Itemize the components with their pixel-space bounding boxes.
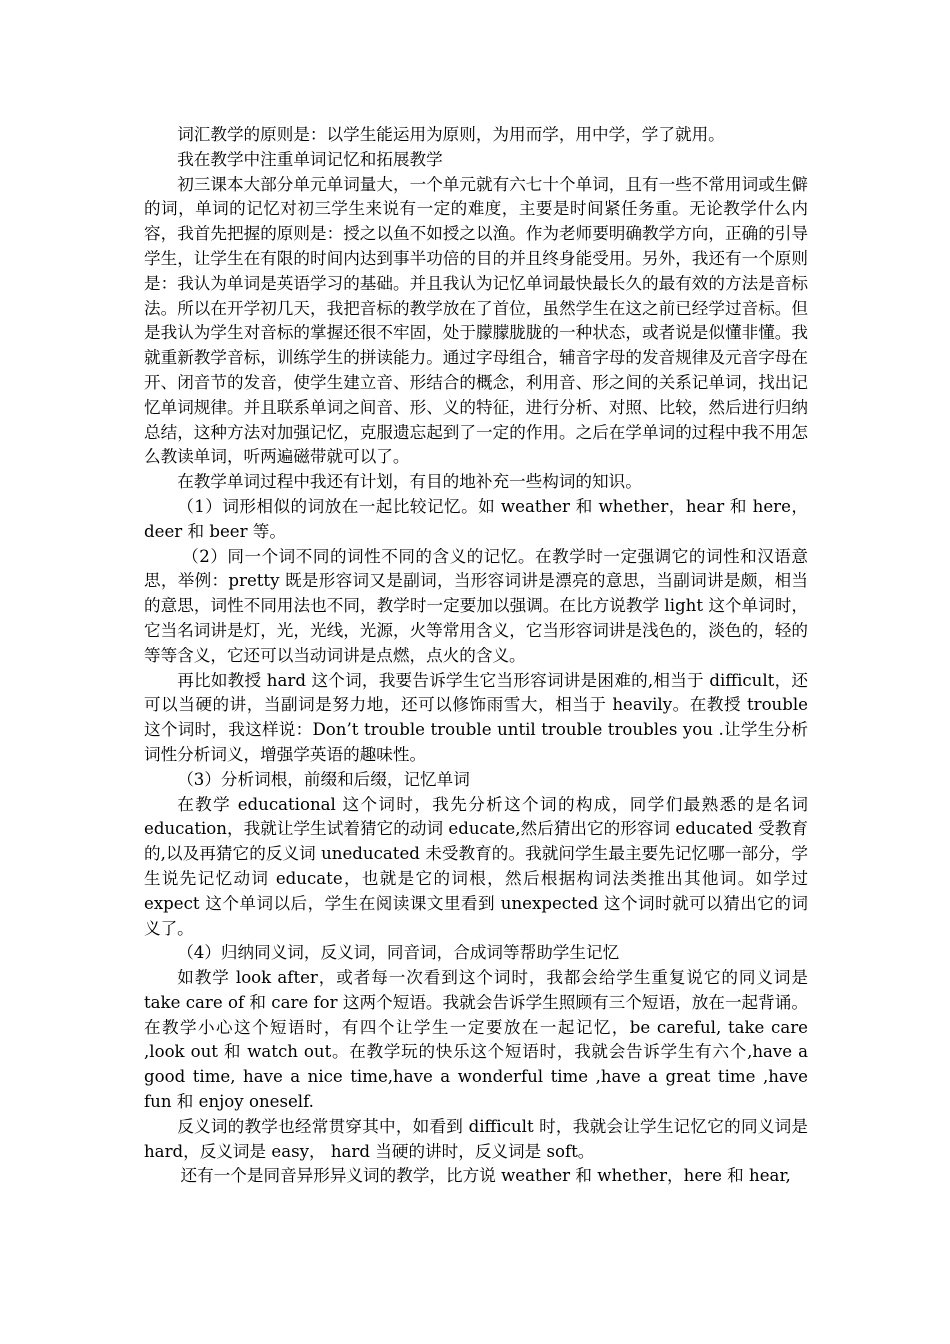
paragraph-principle: 词汇教学的原则是：以学生能运用为原则，为用而学，用中学，学了就用。	[177, 125, 725, 144]
paragraph-item-3: （3）分析词根，前缀和后缀，记忆单词	[177, 769, 470, 789]
document-body	[144, 123, 808, 1189]
paragraph-word-formation: 在教学单词过程中我还有计划，有目的地补充一些构词的知识。	[177, 472, 642, 492]
paragraph-phonetics: 初三课本大部分单元单词量大，一个单元就有六七十个单词，且有一些不常用词或生僻的词，单词的记忆对初三学生来说有一定的难度，主要是时间紧任务重。无论教学什么内容，我首先把握的原则是：授之以鱼不如授之以渔。作为老师要明确教学方向，正确的引导学生，让学生在有限的时间内达到事半功倍的目的并且终身能受用。另外，我还有一个原则是：我认为单词是英语学习的基础。并且我认为记忆单词最快最长久的最有效的方法是音标法。所以在开学初几天，我把音标的教学放在了首位，虽然学生在这之前已经学过音标。但是我认为学生对音标的掌握还很不牢固，处于朦朦胧胧的一种状态，或者说是似懂非懂。我就重新教学音标，训练学生的拼读能力。通过字母组合，辅音字母的发音规律及元音字母在开、闭音节的发音，使学生建立音、形结合的概念，利用音、形之间的关系记单词，找出记忆单词规律。并且联系单词之间音、形、义的特征，进行分析、对照、比较，然后进行归纳总结，这种方法对加强记忆，克服遗忘起到了一定的作用。之后在学单词的过程中我不用怎么教读单词，听两遍磁带就可以了。	[144, 174, 808, 467]
paragraph-educational: 在教学 educational 这个词时，我先分析这个词的构成，同学们最熟悉的是名词 education，我就让学生试着猜它的动词 educate,然后猜出它的形容词 educated 受教育的,以及再猜它的反义词 uneducated 未受教育的。我就问学生最主要先记忆哪一部分，学生说先记忆动词 educate，也就是它的词根，然后根据构词法类推出其他词。如学过 expect 这个单词以后，学生在阅读课文里看到 unexpected 这个词时就可以猜出它的词义了。	[144, 794, 808, 938]
paragraph-hard-example: 再比如教授 hard 这个词，我要告诉学生它当形容词讲是困难的,相当于 difficult，还可以当硬的讲，当副词是努力地，还可以修饰雨雪大，相当于 heavily。在教授 trouble 这个词时，我这样说：Don’t trouble trouble until trouble troubles you .让学生分析词性分析词义，增强学英语的趣味性。	[144, 670, 808, 764]
paragraph-antonyms: 反义词的教学也经常贯穿其中，如看到 difficult 时，我就会让学生记忆它的同义词是 hard，反义词是 easy， hard 当硬的讲时，反义词是 soft。	[144, 1116, 808, 1161]
paragraph-item-2: （2）同一个词不同的词性不同的含义的记忆。在教学时一定强调它的词性和汉语意思，举例：pretty 既是形容词又是副词，当形容词讲是漂亮的意思，当副词讲是颇，相当的意思，词性不同用法也不同，教学时一定要加以强调。在比方说教学 light 这个单词时，它当名词讲是灯，光，光线，光源，火等常用含义，它当形容词讲是浅色的，淡色的，轻的等等含义，它还可以当动词讲是点燃，点火的含义。	[144, 546, 808, 665]
paragraph-item-4: （4）归纳同义词，反义词，同音词，合成词等帮助学生记忆	[177, 943, 620, 963]
paragraph-heading-memory: 我在教学中注重单词记忆和拓展教学	[177, 149, 443, 169]
paragraph-synonyms: 如教学 look after，或者每一次看到这个词时，我都会给学生重复说它的同义词是 take care of 和 care for 这两个短语。我就会告诉学生照顾有三个短语，放在一起背诵。在教学小心这个短语时，有四个让学生一定要放在一起记忆，be careful, take care ,look out 和 watch out。在教学玩的快乐这个短语时，我就会告诉学生有六个,have a good time, have a nice time,have a wonderful time ,have a great time ,have fun 和 enjoy oneself.	[144, 968, 808, 1112]
paragraph-item-1: （1）词形相似的词放在一起比较记忆。如 weather 和 whether，hear 和 here，deer 和 beer 等。	[144, 496, 808, 541]
paragraph-homophones: 还有一个是同音异形异义词的教学，比方说 weather 和 whether，here 和 hear,	[180, 1166, 791, 1186]
